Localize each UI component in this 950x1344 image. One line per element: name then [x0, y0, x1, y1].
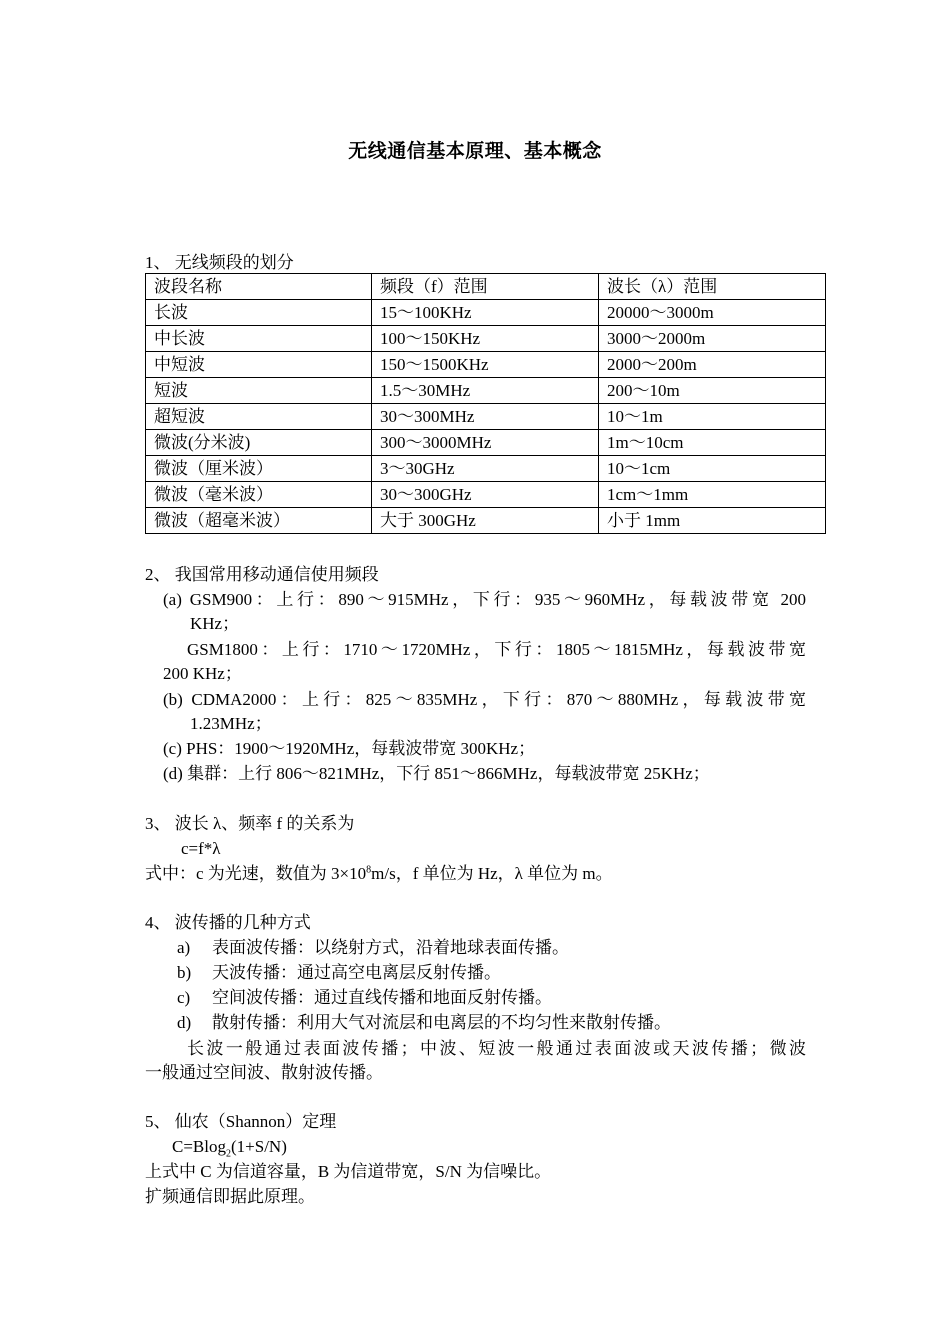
list-text: 天波传播：通过高空电离层反射传播。	[212, 963, 501, 982]
list-item	[177, 936, 569, 960]
gsm900-line-cont: KHz；	[190, 614, 240, 633]
table-row	[146, 482, 826, 508]
list-text: 散射传播：利用大气对流层和电离层的不均匀性来散射传播。	[212, 1013, 671, 1032]
note-text: 式中：c 为光速，数值为 3×10	[145, 864, 367, 883]
gsm900-line: (a) GSM900：上行：890～915MHz，下行：935～960MHz，每载波带宽 200	[163, 590, 806, 609]
formula-text: (1+S/N)	[231, 1137, 287, 1156]
table-row	[146, 430, 826, 456]
phs-line: (c) PHS：1900～1920MHz，每载波带宽 300KHz；	[163, 739, 536, 758]
list-marker: a)	[177, 938, 191, 957]
header-cell: 波长（λ）范围	[599, 274, 826, 300]
band-name-cell: 微波（毫米波）	[146, 482, 372, 508]
table-row	[146, 404, 826, 430]
table-row	[146, 456, 826, 482]
band-name-cell: 超短波	[146, 404, 372, 430]
section1-heading: 1、 无线频段的划分	[145, 253, 294, 272]
header-cell: 频段（f）范围	[372, 274, 599, 300]
frequency-range-cell: 300～3000MHz	[372, 430, 599, 456]
speed-of-light-note	[145, 862, 613, 886]
band-table	[145, 273, 826, 534]
gsm1800-line-cont: 200 KHz；	[163, 664, 242, 683]
frequency-range-cell: 大于 300GHz	[372, 508, 599, 534]
wavelength-formula: c=f*λ	[181, 839, 221, 858]
list-marker: d)	[177, 1013, 192, 1032]
propagation-summary-cont: 一般通过空间波、散射波传播。	[145, 1063, 383, 1082]
list-text: 表面波传播：以绕射方式，沿着地球表面传播。	[212, 938, 569, 957]
list-marker: b)	[177, 963, 192, 982]
frequency-range-cell: 30～300GHz	[372, 482, 599, 508]
wavelength-range-cell: 200～10m	[599, 378, 826, 404]
table-header-row	[146, 274, 826, 300]
frequency-range-cell: 100～150KHz	[372, 326, 599, 352]
list-item	[177, 961, 501, 985]
header-cell: 波段名称	[146, 274, 372, 300]
wavelength-range-cell: 小于 1mm	[599, 508, 826, 534]
frequency-range-cell: 150～1500KHz	[372, 352, 599, 378]
table-row	[146, 326, 826, 352]
frequency-range-cell: 1.5～30MHz	[372, 378, 599, 404]
spread-spectrum-note: 扩频通信即据此原理。	[145, 1187, 315, 1206]
band-name-cell: 微波(分米波)	[146, 430, 372, 456]
propagation-summary: 长波一般通过表面波传播；中波、短波一般通过表面波或天波传播；微波	[187, 1039, 806, 1058]
log-base: 2	[226, 1148, 231, 1160]
table-row	[146, 300, 826, 326]
band-name-cell: 微波（超毫米波）	[146, 508, 372, 534]
list-item	[177, 1011, 671, 1035]
page-title: 无线通信基本原理、基本概念	[348, 141, 602, 162]
list-item	[177, 986, 552, 1010]
cdma2000-line: (b) CDMA2000：上行：825～835MHz，下行：870～880MHz，每载波带宽	[163, 690, 806, 709]
wavelength-range-cell: 2000～200m	[599, 352, 826, 378]
section2-heading: 2、 我国常用移动通信使用频段	[145, 565, 379, 584]
section4-heading: 4、 波传播的几种方式	[145, 913, 311, 932]
list-marker: c)	[177, 988, 191, 1007]
exponent: 8	[366, 864, 372, 876]
table-row	[146, 352, 826, 378]
band-name-cell: 短波	[146, 378, 372, 404]
section3-heading: 3、 波长 λ、频率 f 的关系为	[145, 814, 355, 833]
band-name-cell: 中长波	[146, 326, 372, 352]
wavelength-range-cell: 10～1m	[599, 404, 826, 430]
section5-heading: 5、 仙农（Shannon）定理	[145, 1112, 337, 1131]
table-row	[146, 508, 826, 534]
wavelength-range-cell: 1cm～1mm	[599, 482, 826, 508]
note-text: m/s，f 单位为 Hz，λ 单位为 m。	[371, 864, 613, 883]
shannon-note: 上式中 C 为信道容量，B 为信道带宽，S/N 为信噪比。	[145, 1162, 552, 1181]
wavelength-range-cell: 1m～10cm	[599, 430, 826, 456]
wavelength-range-cell: 10～1cm	[599, 456, 826, 482]
cdma2000-line-cont: 1.23MHz；	[190, 714, 272, 733]
gsm1800-line: GSM1800：上行：1710～1720MHz，下行：1805～1815MHz，每载波带宽	[187, 640, 806, 659]
frequency-range-cell: 3～30GHz	[372, 456, 599, 482]
band-name-cell: 中短波	[146, 352, 372, 378]
list-text: 空间波传播：通过直线传播和地面反射传播。	[212, 988, 552, 1007]
frequency-range-cell: 30～300MHz	[372, 404, 599, 430]
wavelength-range-cell: 20000～3000m	[599, 300, 826, 326]
wavelength-range-cell: 3000～2000m	[599, 326, 826, 352]
trunking-line: (d) 集群：上行 806～821MHz，下行 851～866MHz，每载波带宽 25KHz；	[163, 764, 710, 783]
table-row	[146, 378, 826, 404]
frequency-range-cell: 15～100KHz	[372, 300, 599, 326]
formula-text: C=Blog	[172, 1137, 226, 1156]
band-name-cell: 长波	[146, 300, 372, 326]
shannon-formula	[172, 1135, 287, 1159]
band-name-cell: 微波（厘米波）	[146, 456, 372, 482]
